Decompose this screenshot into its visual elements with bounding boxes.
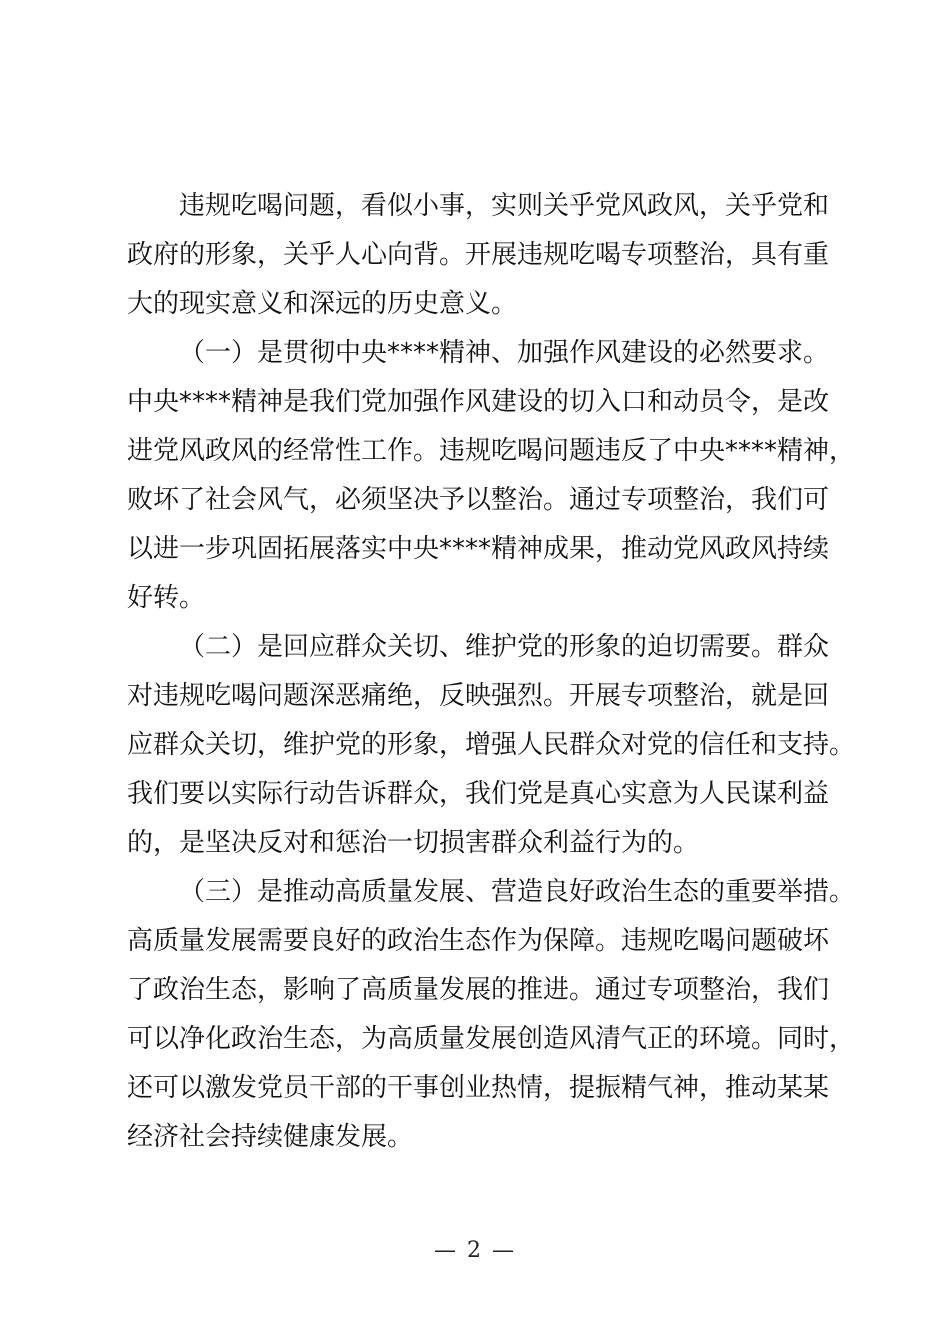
text-line: 进党风政风的经常性工作。违规吃喝问题违反了中央****精神， (127, 436, 856, 466)
text-line: 还可以激发党员干部的干事创业热情，提振精气神，推动某某 (127, 1073, 830, 1103)
text-line: 经济社会持续健康发展。 (127, 1122, 414, 1152)
text-line: 政府的形象，关乎人心向背。开展违规吃喝专项整治，具有重 (127, 240, 830, 270)
text-line: 我们要以实际行动告诉群众，我们党是真心实意为人民谋利益 (127, 779, 830, 809)
text-line: 可以净化政治生态，为高质量发展创造风清气正的环境。同时， (127, 1024, 856, 1054)
paragraph-section-3 (127, 868, 856, 1162)
paragraph-section-1 (127, 329, 856, 623)
text-line: 败坏了社会风气，必须坚决予以整治。通过专项整治，我们可 (127, 485, 830, 515)
text-line: 大的现实意义和深远的历史意义。 (127, 289, 518, 319)
text-line: 应群众关切，维护党的形象，增强人民群众对党的信任和支持。 (127, 730, 856, 760)
text-line: 高质量发展需要良好的政治生态作为保障。违规吃喝问题破坏 (127, 926, 830, 956)
text-line: 了政治生态，影响了高质量发展的推进。通过专项整治，我们 (127, 975, 830, 1005)
text-line: 好转。 (127, 583, 206, 613)
document-body (127, 182, 856, 1162)
text-line: （三）是推动高质量发展、营造良好政治生态的重要举措。 (179, 877, 856, 907)
paragraph-section-2 (127, 623, 856, 868)
text-line: 对违规吃喝问题深恶痛绝，反映强烈。开展专项整治，就是回 (127, 681, 830, 711)
text-line: （二）是回应群众关切、维护党的形象的迫切需要。群众 (179, 632, 830, 662)
text-line: 以进一步巩固拓展落实中央****精神成果，推动党风政风持续 (127, 534, 830, 564)
text-line: 违规吃喝问题，看似小事，实则关乎党风政风，关乎党和 (179, 191, 830, 221)
text-line: （一）是贯彻中央****精神、加强作风建设的必然要求。 (179, 338, 830, 368)
page-number: — 2 — (434, 1238, 516, 1263)
text-line: 的，是坚决反对和惩治一切损害群众利益行为的。 (127, 828, 700, 858)
paragraph-intro (127, 182, 847, 329)
text-line: 中央****精神是我们党加强作风建设的切入口和动员令，是改 (127, 387, 830, 417)
